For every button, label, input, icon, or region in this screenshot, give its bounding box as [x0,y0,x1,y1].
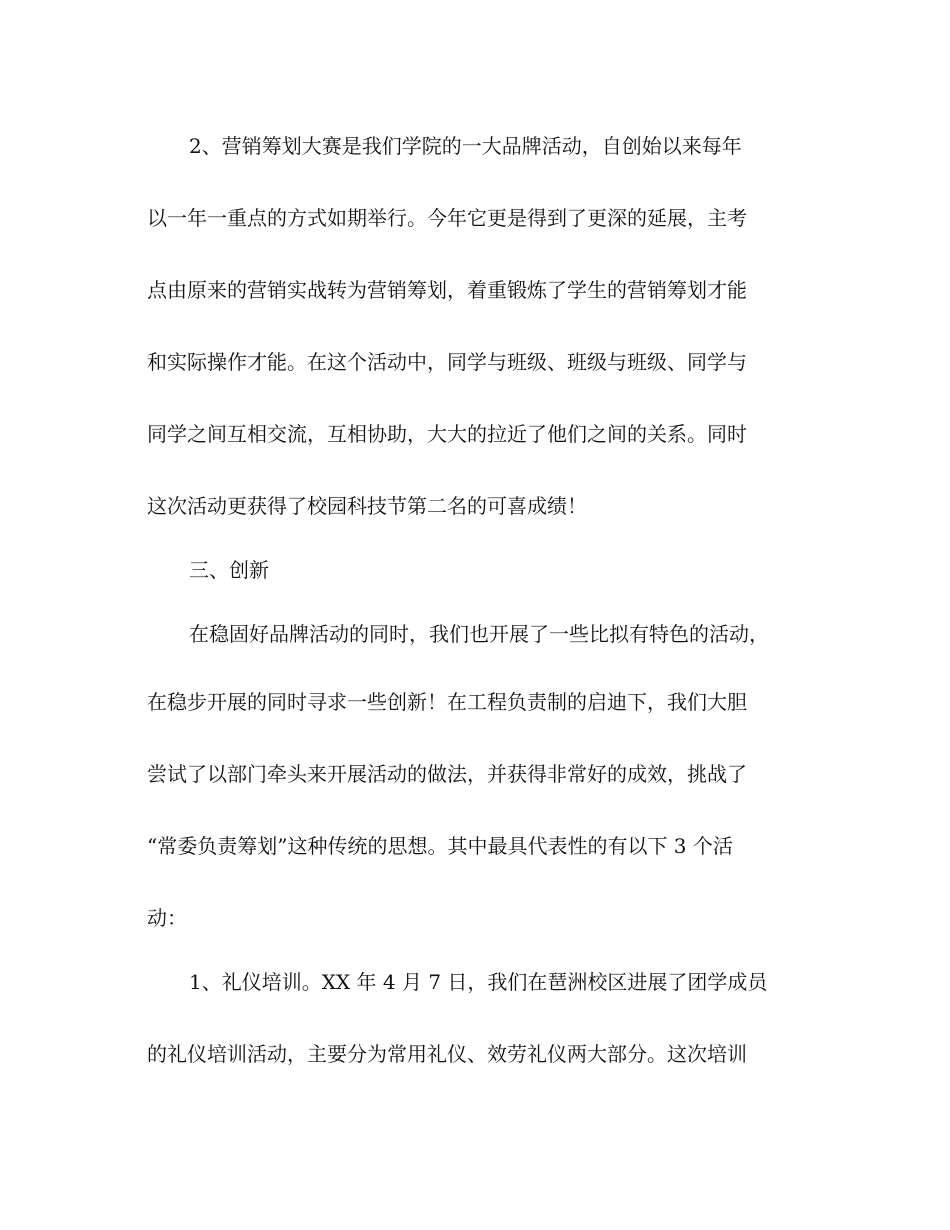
text-line: 1、礼仪培训。XX 年 4 月 7 日，我们在琶洲校区进展了团学成员 [189,970,768,994]
text-line: 和实际操作才能。在这个活动中，同学与班级、班级与班级、同学与 [147,350,747,374]
text-line: 点由原来的营销实战转为营销筹划，着重锻炼了学生的营销筹划才能 [147,278,747,302]
text-line: 在稳固好品牌活动的同时，我们也开展了一些比拟有特色的活动， [189,622,769,646]
text-line: 这次活动更获得了校园科技节第二名的可喜成绩！ [147,494,587,518]
text-line: 2、营销筹划大赛是我们学院的一大品牌活动，自创始以来每年 [189,134,742,158]
text-line: 尝试了以部门牵头来开展活动的做法，并获得非常好的成效，挑战了 [147,762,747,786]
text-line: 在稳步开展的同时寻求一些创新！在工程负责制的启迪下，我们大胆 [147,690,747,714]
text-line: 的礼仪培训活动，主要分为常用礼仪、效劳礼仪两大部分。这次培训 [147,1042,747,1066]
section-heading: 三、创新 [189,558,269,582]
text-line: 动： [147,906,187,930]
text-line: 同学之间互相交流，互相协助，大大的拉近了他们之间的关系。同时 [147,422,747,446]
text-line: “常委负责筹划”这种传统的思想。其中最具代表性的有以下 3 个活 [147,834,733,858]
text-line: 以一年一重点的方式如期举行。今年它更是得到了更深的延展，主考 [147,206,747,230]
